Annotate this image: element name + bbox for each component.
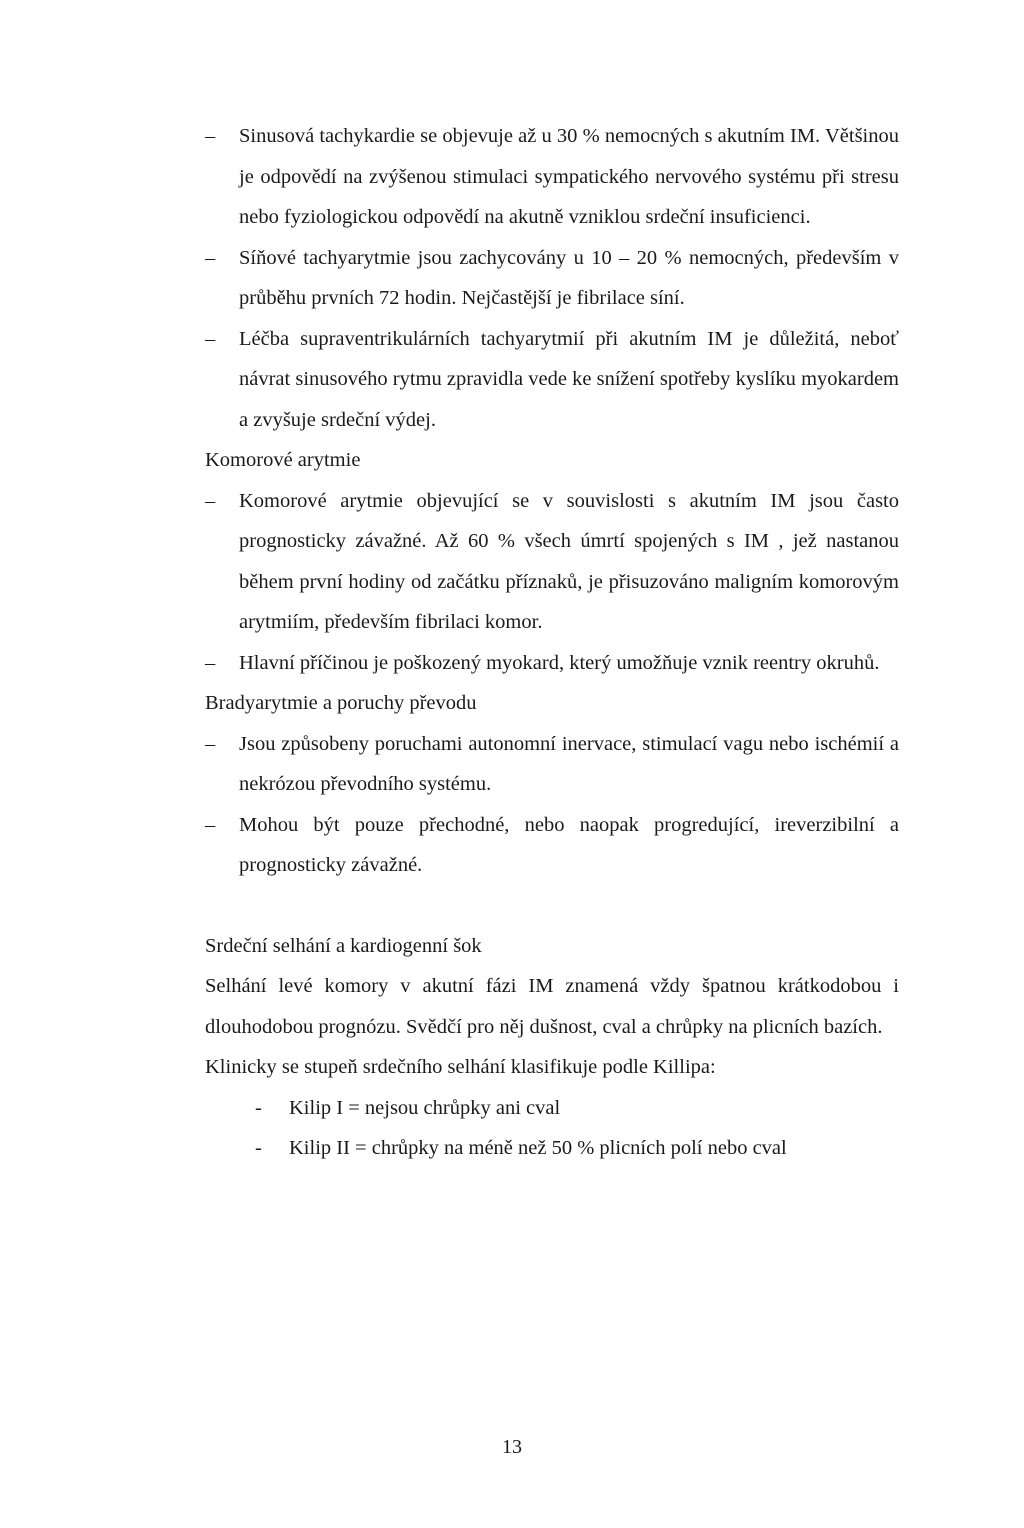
section-spacer xyxy=(205,886,899,926)
list-item-text: Mohou být pouze přechodné, nebo naopak progredující, ireverzibilní a prognosticky závažné. xyxy=(239,813,899,876)
bullet-hyphen: - xyxy=(255,1096,262,1119)
list-item xyxy=(205,643,899,684)
bullet-dash: – xyxy=(205,125,216,147)
section-heading-heart-failure: Srdeční selhání a kardiogenní šok xyxy=(205,934,482,957)
bullet-dash: – xyxy=(205,813,216,836)
list-item xyxy=(255,1128,899,1169)
bullet-dash: – xyxy=(205,489,216,512)
paragraph-heart-failure: Selhání levé komory v akutní fázi IM znamená vždy špatnou krátkodobou i dlouhodobou prognózu. Svědčí pro něj dušnost, cval a chrůpky na plicních bazích. xyxy=(205,975,899,1038)
list-item-text: Kilip II = chrůpky na méně než 50 % plicních polí nebo cval xyxy=(289,1137,787,1159)
list-item xyxy=(255,1088,899,1129)
list-item-text: Síňové tachyarytmie jsou zachycovány u 10 – 20 % nemocných, především v průběhu prvních 72 hodin. Nejčastější je fibrilace síní. xyxy=(239,246,899,309)
list-item-text: Léčba supraventrikulárních tachyarytmií při akutním IM je důležitá, neboť návrat sinusového rytmu zpravidla vede ke snížení spotřeby kyslíku myokardem a zvyšuje srdeční výdej. xyxy=(239,327,899,431)
paragraph-killip-intro: Klinicky se stupeň srdečního selhání klasifikuje podle Killipa: xyxy=(205,1056,716,1078)
list-item xyxy=(205,238,899,319)
page-number: 13 xyxy=(502,1436,522,1458)
list-item xyxy=(205,724,899,805)
list-item xyxy=(205,481,899,643)
list-item-text: Kilip I = nejsou chrůpky ani cval xyxy=(289,1096,561,1119)
bullet-dash: – xyxy=(205,246,216,269)
list-item xyxy=(205,116,899,238)
list-item-text: Jsou způsobeny poruchami autonomní inervace, stimulací vagu nebo ischémií a nekrózou převodního systému. xyxy=(239,732,899,795)
bullet-dash: – xyxy=(205,651,216,674)
list-item-text: Hlavní příčinou je poškozený myokard, který umožňuje vznik reentry okruhů. xyxy=(239,651,880,674)
bullet-hyphen: - xyxy=(255,1137,262,1159)
section-heading-bradyarrhythmia: Bradyarytmie a poruchy převodu xyxy=(205,692,477,714)
list-item-text: Sinusová tachykardie se objevuje až u 30 % nemocných s akutním IM. Většinou je odpovědí na zvýšenou stimulaci sympatického nervového systému při stresu nebo fyziologickou odpovědí na akutně vzniklou srdeční insuficienci. xyxy=(239,125,899,228)
list-item xyxy=(205,319,899,441)
section-heading-ventricular: Komorové arytmie xyxy=(205,449,361,471)
list-item-text: Komorové arytmie objevující se v souvislosti s akutním IM jsou často prognosticky závažné. Až 60 % všech úmrtí spojených s IM , jež nastanou během první hodiny od začátku příznaků, je přisuzováno maligním komorovým arytmiím, především fibrilaci komor. xyxy=(239,489,899,633)
bullet-dash: – xyxy=(205,327,216,350)
page-content xyxy=(205,116,899,1169)
bullet-dash: – xyxy=(205,732,216,755)
list-item xyxy=(205,805,899,886)
